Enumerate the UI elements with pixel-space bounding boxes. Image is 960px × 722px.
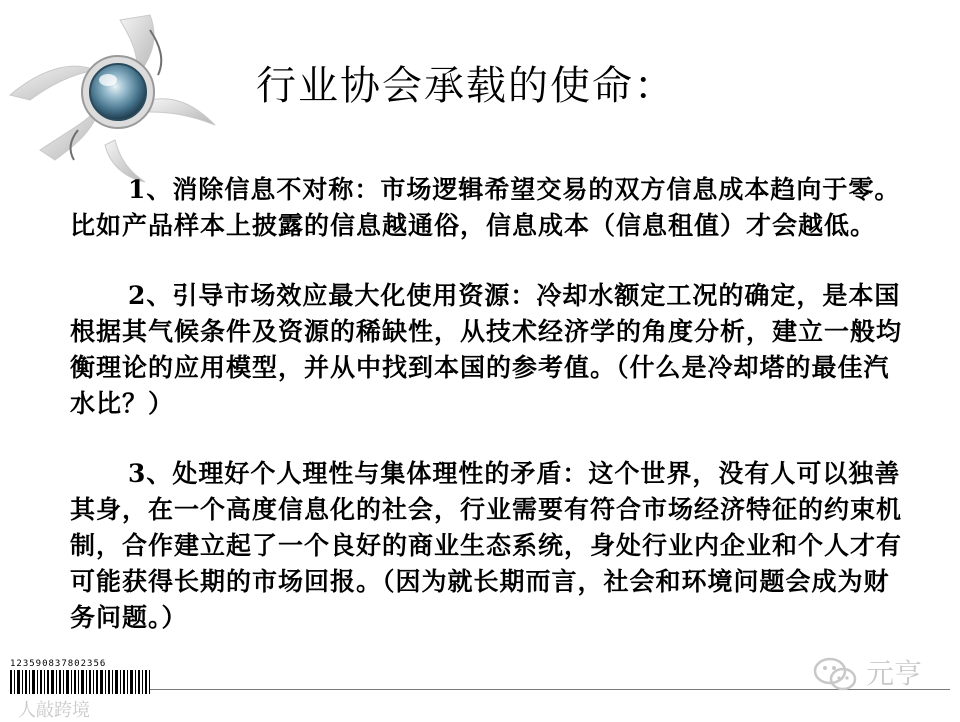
slide-title: 行业协会承载的使命： [256, 63, 676, 109]
barcode-number: 123590837802356 [10, 659, 107, 669]
watermark-brand-text: 元亨 [866, 657, 923, 690]
slide-body [70, 172, 915, 670]
swirl-emblem-decoration [0, 0, 230, 190]
watermark-right [812, 654, 942, 694]
paragraph-3: 3、处理好个人理性与集体理性的矛盾：这个世界，没有人可以独善其身，在一个高度信息化的社会，行业需要有符合市场经济特征的约束机制，合作建立起了一个良好的商业生态系统，身处行业内企业和个人才有可能获得长期的市场回报。（因为就长期而言，社会和环境问题会成为财务问题。） [70, 459, 903, 632]
wechat-icon [812, 654, 860, 694]
watermark-bottom-text: 人敲跨境 [18, 700, 90, 721]
paragraph-2: 2、引导市场效应最大化使用资源：冷却水额定工况的确定，是本国根据其气候条件及资源的稀缺性，从技术经济学的角度分析，建立一般均衡理论的应用模型，并从中找到本国的参考值。（什么是冷却塔的最佳汽水比？） [70, 281, 903, 418]
paragraph-1: 1、消除信息不对称：市场逻辑希望交易的双方信息成本趋向于零。比如产品样本上披露的信息越通俗，信息成本（信息租值）才会越低。 [70, 175, 901, 240]
